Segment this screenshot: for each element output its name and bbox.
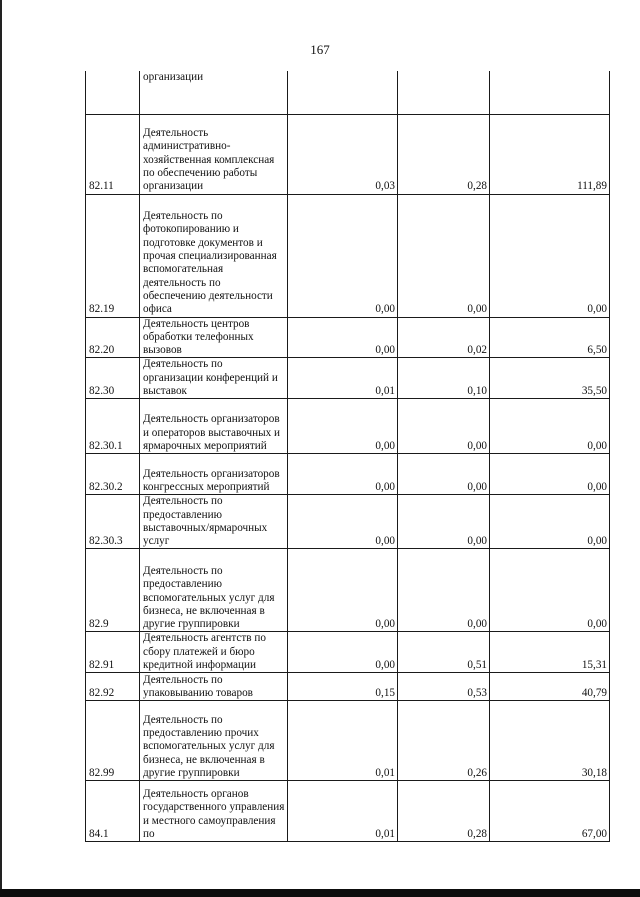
row-value-3: 67,00 [490,781,610,842]
table-row [86,454,610,495]
row-value-2: 0,10 [398,358,490,399]
table-row [86,194,610,317]
row-activity-name: Деятельность центров обработки телефонных вызовов [140,317,288,358]
row-value-2: 0,00 [398,454,490,495]
table-row [86,358,610,399]
row-code: 82.92 [86,673,140,701]
row-code: 82.11 [86,114,140,194]
row-value-1: 0,01 [288,358,398,399]
row-value-2: 0,00 [398,399,490,454]
row-value-3: 0,00 [490,549,610,632]
row-code: 82.91 [86,632,140,673]
row-value-2: 0,00 [398,549,490,632]
row-value-2 [398,71,490,114]
table-row [86,114,610,194]
table-row [86,317,610,358]
row-activity-name: Деятельность агентств по сбору платежей и бюро кредитной информации [140,632,288,673]
row-activity-name: Деятельность по предоставлению вспомогательных услуг для бизнеса, не включенная в другие группировки [140,549,288,632]
row-value-3: 0,00 [490,495,610,549]
row-activity-name: Деятельность по предоставлению выставочных/ярмарочных услуг [140,495,288,549]
table-row [86,549,610,632]
row-code: 82.30.2 [86,454,140,495]
row-value-3: 30,18 [490,701,610,781]
row-code: 84.1 [86,781,140,842]
row-code: 82.99 [86,701,140,781]
statistics-table [85,71,610,842]
scan-edge-left [0,0,2,897]
row-value-3: 0,00 [490,399,610,454]
row-value-2: 0,53 [398,673,490,701]
row-value-2: 0,51 [398,632,490,673]
row-value-1: 0,01 [288,781,398,842]
row-activity-name: Деятельность организаторов и операторов выставочных и ярмарочных мероприятий [140,399,288,454]
row-value-1: 0,00 [288,399,398,454]
row-code [86,71,140,114]
scan-edge-bottom [0,889,640,897]
row-value-1: 0,00 [288,194,398,317]
table-row [86,399,610,454]
row-value-2: 0,00 [398,495,490,549]
row-value-3: 111,89 [490,114,610,194]
row-code: 82.30.3 [86,495,140,549]
row-value-1: 0,00 [288,632,398,673]
row-value-2: 0,02 [398,317,490,358]
row-value-2: 0,26 [398,701,490,781]
row-value-3: 0,00 [490,454,610,495]
table-row [86,632,610,673]
row-value-3: 35,50 [490,358,610,399]
row-value-2: 0,28 [398,114,490,194]
page-number: 167 [310,42,330,57]
row-value-2: 0,00 [398,194,490,317]
row-activity-name: Деятельность органов государственного управления и местного самоуправления по [140,781,288,842]
row-activity-name: Деятельность по фотокопированию и подготовке документов и прочая специализированная вспомогательная деятельность по обеспечению деятельности офиса [140,194,288,317]
row-value-1: 0,15 [288,673,398,701]
row-code: 82.9 [86,549,140,632]
table-row [86,673,610,701]
row-code: 82.30.1 [86,399,140,454]
row-value-3: 6,50 [490,317,610,358]
row-code: 82.20 [86,317,140,358]
table-row [86,701,610,781]
row-value-2: 0,28 [398,781,490,842]
row-value-1: 0,01 [288,701,398,781]
row-activity-name: Деятельность по предоставлению прочих вспомогательных услуг для бизнеса, не включенная в другие группировки [140,701,288,781]
row-value-1 [288,71,398,114]
row-activity-name: организации [140,71,288,114]
row-value-1: 0,00 [288,495,398,549]
row-value-1: 0,00 [288,317,398,358]
row-value-1: 0,03 [288,114,398,194]
row-activity-name: Деятельность по упаковыванию товаров [140,673,288,701]
table-row [86,495,610,549]
row-activity-name: Деятельность по организации конференций и выставок [140,358,288,399]
table-row [86,781,610,842]
row-code: 82.30 [86,358,140,399]
row-code: 82.19 [86,194,140,317]
row-activity-name: Деятельность организаторов конгрессных мероприятий [140,454,288,495]
row-value-1: 0,00 [288,549,398,632]
row-value-3: 40,79 [490,673,610,701]
row-value-3: 0,00 [490,194,610,317]
table-row [86,71,610,114]
row-value-3 [490,71,610,114]
row-activity-name: Деятельность административно-хозяйственная комплексная по обеспечению работы организации [140,114,288,194]
row-value-1: 0,00 [288,454,398,495]
row-value-3: 15,31 [490,632,610,673]
